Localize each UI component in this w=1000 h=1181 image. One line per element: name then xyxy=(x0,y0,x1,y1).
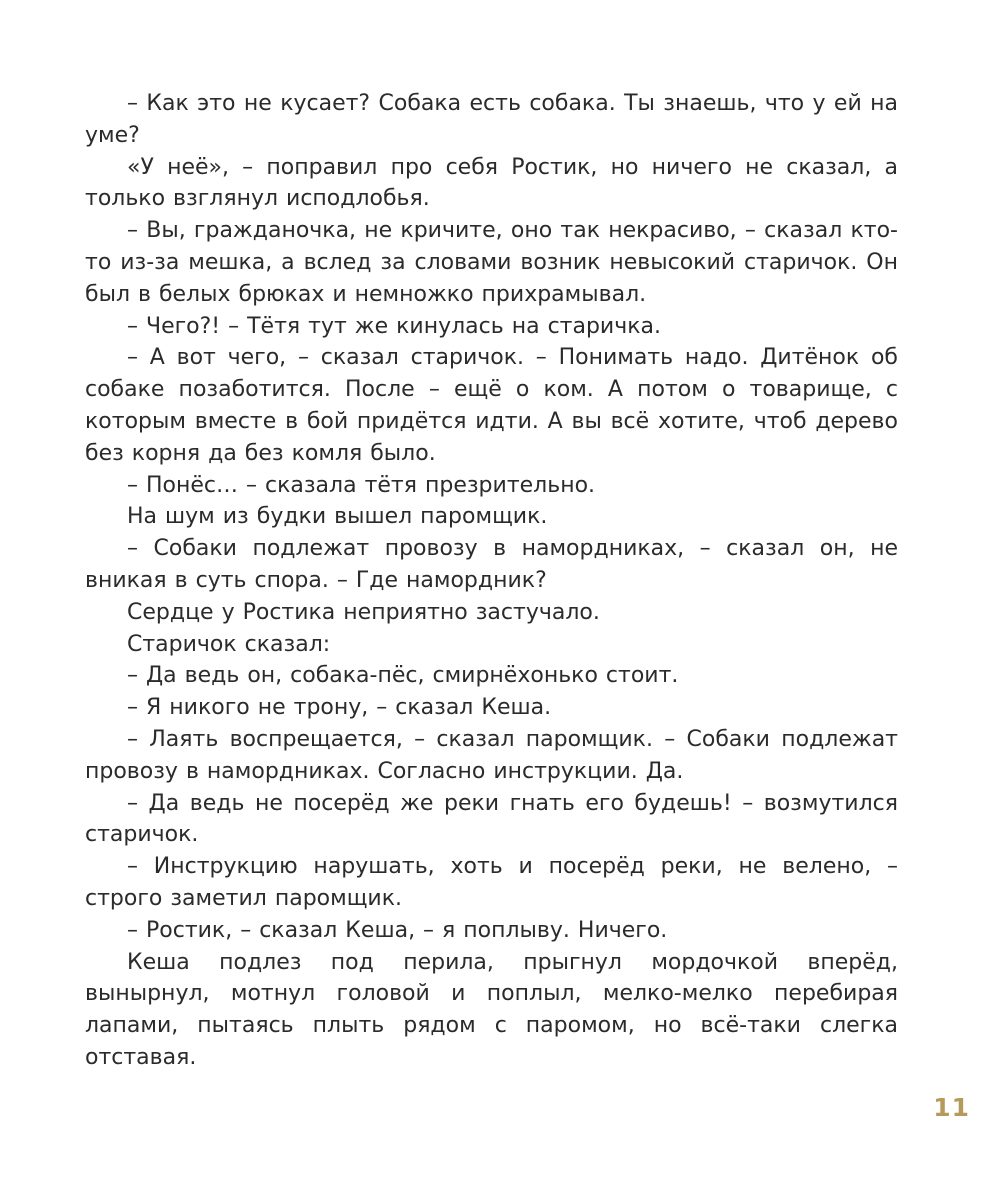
paragraph-14: – Да ведь не посерёд же реки гнать его будешь! – возмутился старичок. xyxy=(85,790,898,848)
paragraph-3: – Вы, гражданочка, не кричите, оно так некрасиво, – сказал кто-то из-за мешка, а вслед за словами возник невысокий старичок. Он был в белых брюках и немножко прихрамывал. xyxy=(85,218,898,307)
paragraph-13: – Лаять воспрещается, – сказал паромщик. – Собаки подлежат провозу в намордниках. Согласно инструкции. Да. xyxy=(85,726,898,784)
paragraph-10: Старичок сказал: xyxy=(127,631,331,657)
page-body xyxy=(85,88,898,1074)
paragraph-12: – Я никого не трону, – сказал Кеша. xyxy=(127,695,552,721)
paragraph-5: – А вот чего, – сказал старичок. – Понимать надо. Дитёнок об собаке позаботится. После – ещё о ком. А потом о товарище, с которым вместе в бой придётся идти. А вы всё хотите, чтоб дерево без корня да без комля было. xyxy=(85,345,898,466)
paragraph-15: – Инструкцию нарушать, хоть и посерёд реки, не велено, – строго заметил паромщик. xyxy=(85,854,898,911)
paragraph-4: – Чего?! – Тётя тут же кинулась на старичка. xyxy=(127,313,661,339)
paragraph-9: Сердце у Ростика неприятно застучало. xyxy=(127,599,600,625)
page-number: 11 xyxy=(933,1093,970,1122)
paragraph-2: «У неё», – поправил про себя Ростик, но ничего не сказал, а только взглянул исподлобья. xyxy=(85,154,898,212)
paragraph-6: – Понёс… – сказала тётя презрительно. xyxy=(127,472,596,498)
paragraph-7: На шум из будки вышел паромщик. xyxy=(127,504,548,530)
paragraph-11: – Да ведь он, собака-пёс, смирнёхонько стоит. xyxy=(127,663,679,689)
paragraph-16: – Ростик, – сказал Кеша, – я поплыву. Ничего. xyxy=(127,917,668,943)
paragraph-1: – Как это не кусает? Собака есть собака. Ты знаешь, что у ей на уме? xyxy=(85,91,898,148)
paragraph-8: – Собаки подлежат провозу в намордниках, – сказал он, не вникая в суть спора. – Где намордник? xyxy=(85,536,898,593)
paragraph-17: Кеша подлез под перила, прыгнул мордочкой вперёд, вынырнул, мотнул головой и поплыл, мелко-мелко перебирая лапами, пытаясь плыть рядом с паромом, но всё-таки слегка отставая. xyxy=(85,949,898,1070)
